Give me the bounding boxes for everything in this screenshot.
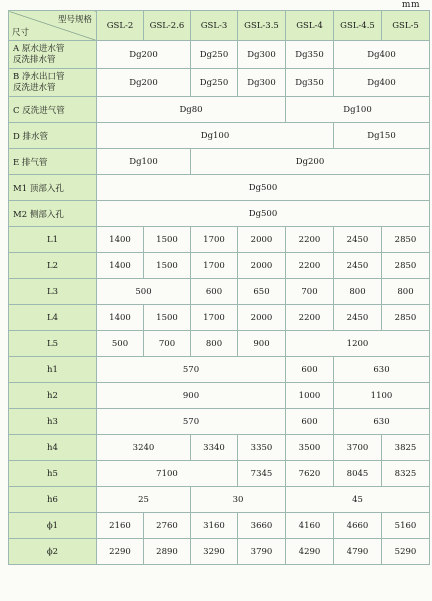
value-cell: 2200 <box>286 253 334 279</box>
value-cell: 2000 <box>238 227 286 253</box>
row-label <box>9 201 97 227</box>
value-cell: 650 <box>238 279 286 305</box>
table-row <box>9 175 430 201</box>
row-label-line: h5 <box>47 468 58 479</box>
table-row <box>9 201 430 227</box>
row-label-line: L2 <box>46 260 59 271</box>
table-row <box>9 279 430 305</box>
model-header: GSL-4 <box>286 11 334 41</box>
value-cell: Dg100 <box>97 149 191 175</box>
model-header: GSL-4.5 <box>334 11 382 41</box>
row-label-line: B 净水出口管 <box>13 71 65 82</box>
row-label <box>9 487 97 513</box>
value-cell: 2450 <box>334 253 382 279</box>
value-cell: 2450 <box>334 305 382 331</box>
value-cell: 630 <box>334 409 430 435</box>
value-cell: 2850 <box>382 253 430 279</box>
table-row <box>9 513 430 539</box>
row-label-line: h6 <box>47 494 58 505</box>
corner-top-label: 型号规格 <box>57 15 92 25</box>
table-row <box>9 487 430 513</box>
value-cell: 30 <box>191 487 286 513</box>
value-cell: 2000 <box>238 305 286 331</box>
table-row <box>9 383 430 409</box>
value-cell: 700 <box>286 279 334 305</box>
value-cell: 2850 <box>382 227 430 253</box>
row-label-line: A 原水进水管 <box>13 43 65 54</box>
row-label <box>9 305 97 331</box>
value-cell: 2760 <box>144 513 191 539</box>
value-cell: 3350 <box>238 435 286 461</box>
value-cell: Dg500 <box>97 201 430 227</box>
row-label-line: C 反洗进气管 <box>13 105 65 116</box>
table-row <box>9 69 430 97</box>
value-cell: 2890 <box>144 539 191 565</box>
row-label <box>9 279 97 305</box>
row-label-line: L3 <box>46 286 59 297</box>
model-header: GSL-5 <box>382 11 430 41</box>
value-cell: 1400 <box>97 253 144 279</box>
value-cell: 570 <box>97 409 286 435</box>
row-label-line: L1 <box>46 234 59 245</box>
value-cell: Dg350 <box>286 69 334 97</box>
row-label <box>9 175 97 201</box>
value-cell: 1500 <box>144 253 191 279</box>
model-header: GSL-2 <box>97 11 144 41</box>
value-cell: 5160 <box>382 513 430 539</box>
value-cell: 600 <box>286 357 334 383</box>
value-cell: 3340 <box>191 435 238 461</box>
value-cell: Dg150 <box>334 123 430 149</box>
value-cell: 8325 <box>382 461 430 487</box>
value-cell: 1700 <box>191 227 238 253</box>
value-cell: 5290 <box>382 539 430 565</box>
value-cell: Dg80 <box>97 97 286 123</box>
corner-bottom-label: 尺寸 <box>12 28 30 38</box>
value-cell: 900 <box>97 383 286 409</box>
table-row <box>9 253 430 279</box>
value-cell: 3790 <box>238 539 286 565</box>
value-cell: 600 <box>191 279 238 305</box>
row-label <box>9 97 97 123</box>
value-cell: 4290 <box>286 539 334 565</box>
row-label <box>9 123 97 149</box>
row-label-line: M2 侧部入孔 <box>13 209 64 220</box>
table-row <box>9 435 430 461</box>
value-cell: Dg400 <box>334 41 430 69</box>
table-row <box>9 409 430 435</box>
value-cell: 45 <box>286 487 430 513</box>
value-cell: 4160 <box>286 513 334 539</box>
value-cell: 3500 <box>286 435 334 461</box>
value-cell: Dg200 <box>191 149 430 175</box>
row-label-line: L5 <box>46 338 59 349</box>
table-row <box>9 305 430 331</box>
row-label <box>9 69 97 97</box>
table-row <box>9 123 430 149</box>
value-cell: 1500 <box>144 305 191 331</box>
value-cell: 1700 <box>191 253 238 279</box>
row-label <box>9 383 97 409</box>
row-label-line: h4 <box>47 442 58 453</box>
row-label <box>9 357 97 383</box>
value-cell: Dg250 <box>191 41 238 69</box>
row-label-line: 反洗进水管 <box>13 82 56 93</box>
header-row <box>9 11 430 41</box>
value-cell: 3660 <box>238 513 286 539</box>
table-row <box>9 539 430 565</box>
value-cell: 500 <box>97 279 191 305</box>
value-cell: 25 <box>97 487 191 513</box>
value-cell: 800 <box>382 279 430 305</box>
value-cell: 570 <box>97 357 286 383</box>
value-cell: 8045 <box>334 461 382 487</box>
value-cell: 7345 <box>238 461 286 487</box>
row-label <box>9 41 97 69</box>
table-row <box>9 97 430 123</box>
value-cell: 630 <box>334 357 430 383</box>
value-cell: Dg100 <box>286 97 430 123</box>
table-row <box>9 357 430 383</box>
model-header: GSL-3.5 <box>238 11 286 41</box>
value-cell: 2200 <box>286 305 334 331</box>
row-label <box>9 253 97 279</box>
value-cell: 2000 <box>238 253 286 279</box>
value-cell: Dg250 <box>191 69 238 97</box>
row-label <box>9 227 97 253</box>
row-label-line: h3 <box>47 416 58 427</box>
value-cell: Dg100 <box>97 123 334 149</box>
row-label <box>9 513 97 539</box>
value-cell: Dg200 <box>97 69 191 97</box>
value-cell: Dg200 <box>97 41 191 69</box>
row-label-line: h1 <box>47 364 58 375</box>
row-label <box>9 149 97 175</box>
value-cell: 4660 <box>334 513 382 539</box>
value-cell: Dg300 <box>238 69 286 97</box>
value-cell: 1500 <box>144 227 191 253</box>
row-label-line: 反洗排水管 <box>13 54 56 65</box>
row-label-line: E 排气管 <box>13 157 48 168</box>
spec-table <box>8 10 430 565</box>
value-cell: 800 <box>191 331 238 357</box>
value-cell: Dg350 <box>286 41 334 69</box>
table-row <box>9 461 430 487</box>
value-cell: 2200 <box>286 227 334 253</box>
table-row <box>9 41 430 69</box>
row-label <box>9 409 97 435</box>
value-cell: 1000 <box>286 383 334 409</box>
row-label <box>9 435 97 461</box>
row-label <box>9 539 97 565</box>
row-label-line: M1 顶部入孔 <box>13 183 64 194</box>
value-cell: Dg400 <box>334 69 430 97</box>
value-cell: 3290 <box>191 539 238 565</box>
value-cell: 2850 <box>382 305 430 331</box>
row-label-line: L4 <box>46 312 59 323</box>
value-cell: Dg500 <box>97 175 430 201</box>
table-row <box>9 331 430 357</box>
row-label-line: ϕ1 <box>46 520 59 531</box>
value-cell: 1700 <box>191 305 238 331</box>
value-cell: 3160 <box>191 513 238 539</box>
table-row <box>9 227 430 253</box>
value-cell: 3825 <box>382 435 430 461</box>
value-cell: 2290 <box>97 539 144 565</box>
value-cell: 3240 <box>97 435 191 461</box>
model-header: GSL-2.6 <box>144 11 191 41</box>
row-label-line: D 排水管 <box>13 131 49 142</box>
value-cell: 900 <box>238 331 286 357</box>
unit-label: mm <box>401 0 420 10</box>
value-cell: 1100 <box>334 383 430 409</box>
value-cell: Dg300 <box>238 41 286 69</box>
row-label-line: h2 <box>47 390 58 401</box>
value-cell: 1400 <box>97 227 144 253</box>
table-row <box>9 149 430 175</box>
row-label-line: ϕ2 <box>46 546 59 557</box>
row-label <box>9 331 97 357</box>
value-cell: 7620 <box>286 461 334 487</box>
value-cell: 700 <box>144 331 191 357</box>
value-cell: 2450 <box>334 227 382 253</box>
value-cell: 7100 <box>97 461 238 487</box>
value-cell: 500 <box>97 331 144 357</box>
spec-table-body <box>9 41 430 565</box>
value-cell: 800 <box>334 279 382 305</box>
corner-header-cell <box>9 11 97 41</box>
value-cell: 600 <box>286 409 334 435</box>
value-cell: 4790 <box>334 539 382 565</box>
value-cell: 3700 <box>334 435 382 461</box>
value-cell: 2160 <box>97 513 144 539</box>
value-cell: 1200 <box>286 331 430 357</box>
value-cell: 1400 <box>97 305 144 331</box>
model-header: GSL-3 <box>191 11 238 41</box>
row-label <box>9 461 97 487</box>
